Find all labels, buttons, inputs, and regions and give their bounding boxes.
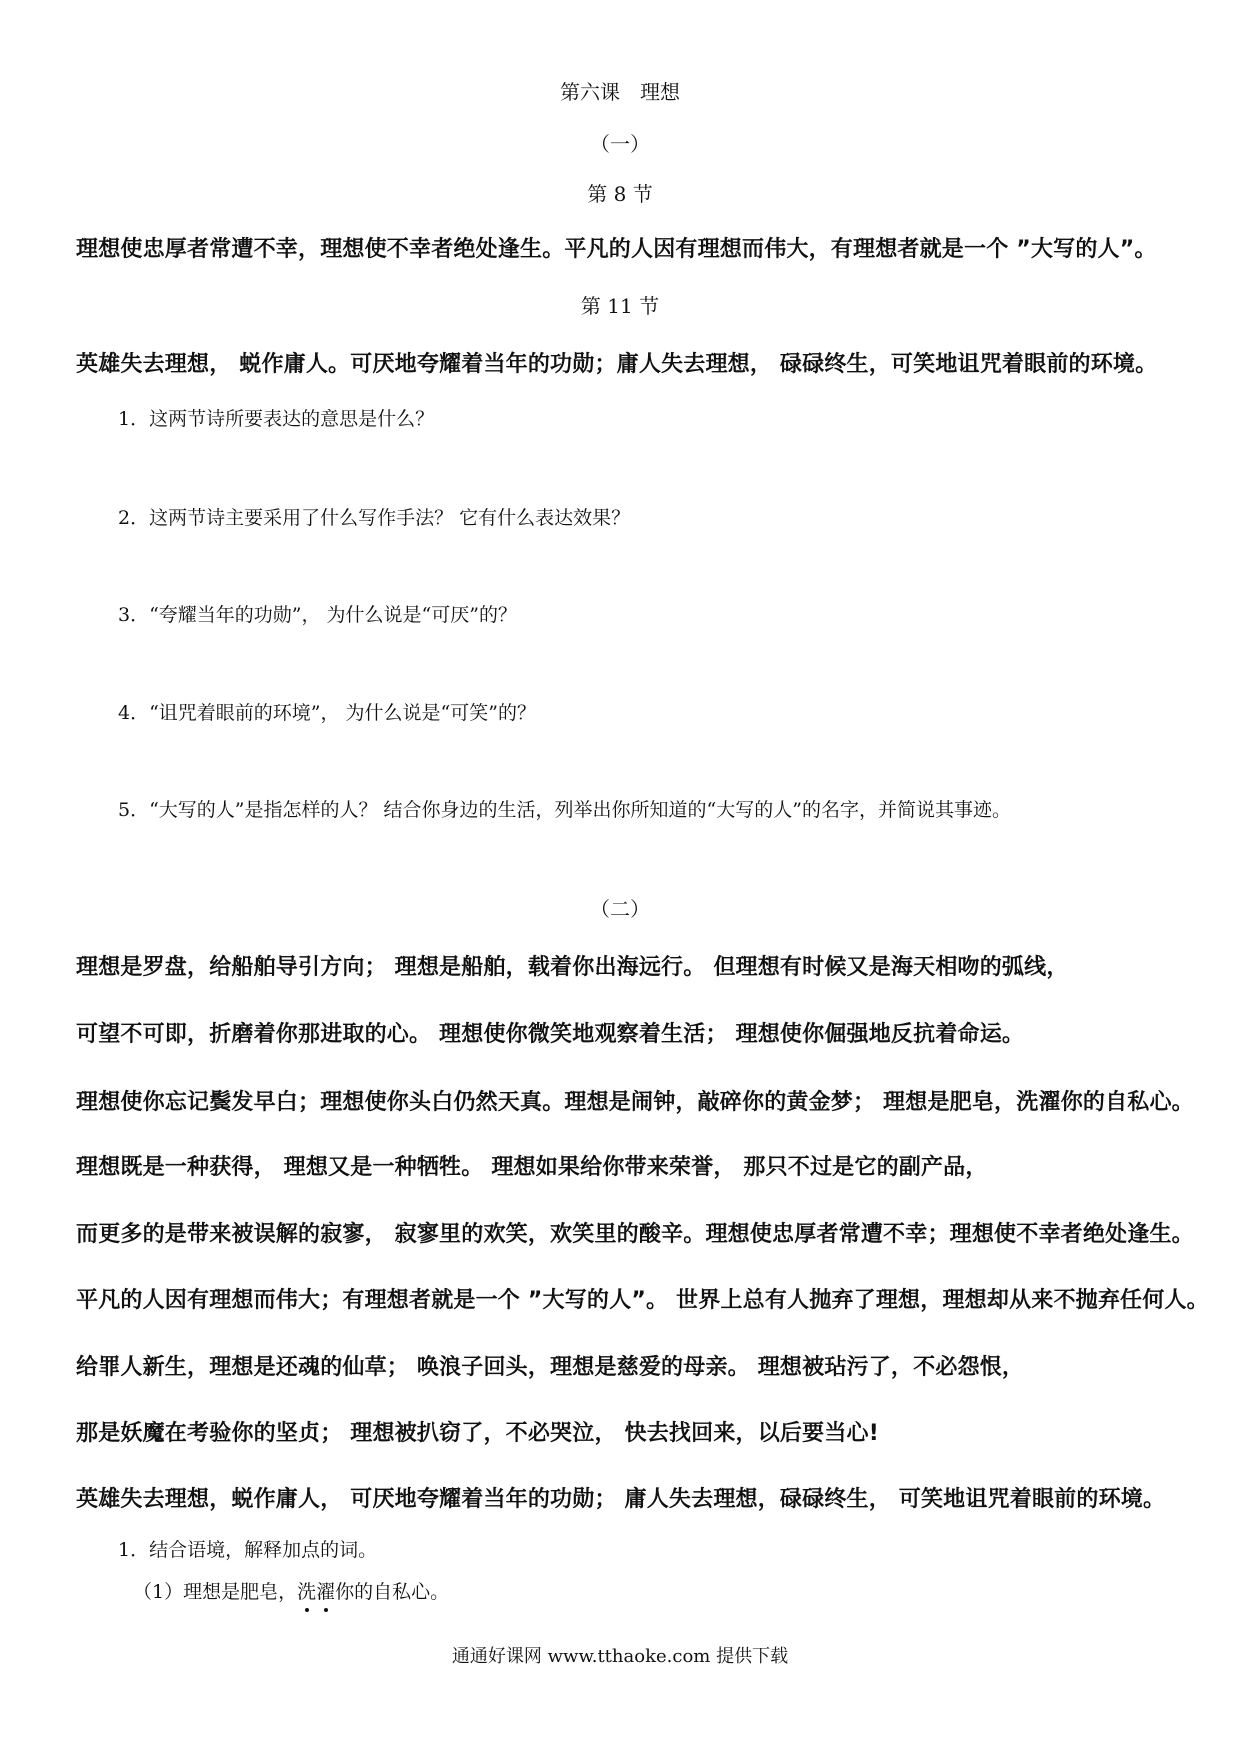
poem-line: 那是妖魔在考验你的坚贞； 理想被扒窃了，不必哭泣， 快去找回来，以后要当心! <box>76 1421 879 1446</box>
poem-line: 可望不可即，折磨着你那进取的心。 理想使你微笑地观察着生活； 理想使你倔强地反抗着命运。 <box>76 1022 1025 1047</box>
subquestion-suffix: 你的自私心。 <box>335 1581 450 1603</box>
part2-subquestion-1 <box>133 1577 449 1604</box>
question-2: 2．这两节诗主要采用了什么写作手法？ 它有什么表达效果？ <box>118 507 631 529</box>
poem-line: 给罪人新生，理想是还魂的仙草； 唤浪子回头，理想是慈爱的母亲。 理想被玷污了，不必怨恨， <box>76 1355 1025 1380</box>
section8-text: 理想使忠厚者常遭不幸，理想使不幸者绝处逢生。平凡的人因有理想而伟大，有理想者就是一个 ”大写的人”。 <box>76 237 1157 262</box>
lesson-title: 第六课 理想 <box>560 80 680 104</box>
footer-credit: 通通好课网 www.tthaoke.com 提供下载 <box>451 1646 789 1667</box>
dotted-char: 濯 <box>316 1577 335 1604</box>
poem-line: 而更多的是带来被误解的寂寥， 寂寥里的欢笑，欢笑里的酸辛。理想使忠厚者常遭不幸；理想使不幸者绝处逢生。 <box>76 1222 1194 1247</box>
question-1: 1．这两节诗所要表达的意思是什么？ <box>118 408 435 430</box>
section11-label: 第 11 节 <box>580 294 660 318</box>
part2-question-1: 1．结合语境，解释加点的词。 <box>118 1539 378 1561</box>
dotted-word <box>297 1581 335 1603</box>
subquestion-prefix: （1）理想是肥皂， <box>133 1581 298 1603</box>
section8-label: 第 8 节 <box>587 182 653 206</box>
poem-line: 理想既是一种获得， 理想又是一种牺牲。 理想如果给你带来荣誉， 那只不过是它的副产品， <box>76 1155 988 1180</box>
question-3: 3．“夸耀当年的功勋”， 为什么说是“可厌”的？ <box>118 604 517 626</box>
dotted-char: 洗 <box>297 1577 316 1604</box>
part1-label: （一） <box>590 132 650 156</box>
question-5: 5．“大写的人”是指怎样的人？ 结合你身边的生活，列举出你所知道的“大写的人”的名字，并简说其事迹。 <box>118 799 1011 821</box>
section11-text: 英雄失去理想， 蜕作庸人。可厌地夸耀着当年的功勋；庸人失去理想， 碌碌终生，可笑地诅咒着眼前的环境。 <box>76 352 1158 377</box>
poem-line: 理想使你忘记鬓发早白；理想使你头白仍然天真。理想是闹钟，敲碎你的黄金梦； 理想是肥皂，洗濯你的自私心。 <box>76 1090 1194 1115</box>
poem-line: 英雄失去理想，蜕作庸人， 可厌地夸耀着当年的功勋； 庸人失去理想，碌碌终生， 可笑地诅咒着眼前的环境。 <box>76 1487 1166 1512</box>
poem-line: 理想是罗盘，给船舶导引方向； 理想是船舶，载着你出海远行。 但理想有时候又是海天相吻的弧线， <box>76 955 1069 980</box>
question-4: 4．“诅咒着眼前的环境”， 为什么说是“可笑”的？ <box>118 702 536 724</box>
poem-line: 平凡的人因有理想而伟大；有理想者就是一个 ”大写的人”。 世界上总有人抛弃了理想，理想却从来不抛弃任何人。 <box>76 1288 1209 1313</box>
part2-label: （二） <box>590 897 650 921</box>
